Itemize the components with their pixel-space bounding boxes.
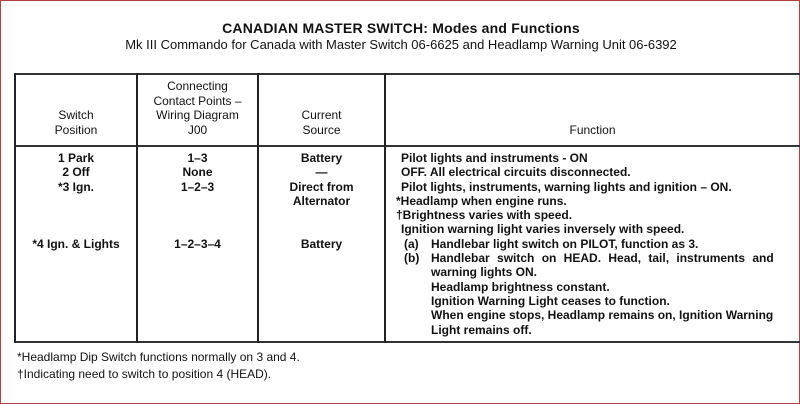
header-contact-points [138,79,257,137]
function-line: *Headlamp when engine runs. [396,193,567,208]
contact-points: None [182,165,213,180]
header-line: Current [301,108,342,122]
current-source: Battery [300,151,343,165]
footnote: *Headlamp Dip Switch functions normally on 3 and 4. [17,350,300,364]
table-bottom-border [14,341,800,343]
item-marker: (a) [404,236,419,251]
document-subtitle: Mk III Commando for Canada with Master Switch 06-6625 and Headlamp Warning Unit 06-6392 [125,37,677,52]
function-line: Handlebar light switch on PILOT, function as 3. [431,236,699,251]
current-source-cell [259,151,384,208]
header-line: Position [54,122,98,137]
header-divider [14,145,800,147]
function-line: Handlebar switch on HEAD. Head, tail, instruments and [431,251,774,266]
current-source: Alternator [292,193,351,208]
header-switch-position [16,108,136,137]
contact-points: 1–3 [187,151,208,165]
header-line: Connecting [167,79,228,93]
header-line: J00 [187,122,208,137]
function-line: Ignition Warning Light ceases to function. [431,293,670,308]
function-line: Light remains off. [431,322,532,337]
document-title: CANADIAN MASTER SWITCH: Modes and Functions [222,20,580,36]
header-line: Source [302,122,341,137]
column-divider [384,73,386,343]
function-line: Pilot lights, instruments, warning lights and ignition – ON. [401,179,732,194]
function-line: Ignition warning light varies inversely with speed. [401,222,685,237]
switch-position: *3 Ign. [57,179,94,194]
header-function: Function [569,123,616,137]
contact-points: 1–2–3–4 [174,237,221,251]
function-line: Headlamp brightness constant. [431,279,610,294]
switch-position: *4 Ign. & Lights [32,237,120,251]
header-line: Wiring Diagram [156,108,239,122]
current-source: Battery [300,237,343,251]
switch-position: 2 Off [62,165,90,180]
switch-position: 1 Park [57,151,95,165]
current-source: — [315,165,328,180]
footnotes [17,349,300,383]
function-line: When engine stops, Headlamp remains on, Ignition Warning [431,308,774,323]
header-current-source [259,108,384,137]
header-line: Contact Points – [153,93,242,108]
function-line: OFF. All electrical circuits disconnected. [401,165,631,180]
switch-position-cell [16,151,136,194]
footnote: †Indicating need to switch to position 4 (HEAD). [17,367,272,381]
function-line: Pilot lights and instruments - ON [401,151,588,165]
table-top-border [14,73,800,75]
function-line: warning lights ON. [431,265,538,280]
current-source: Direct from [289,179,354,194]
contact-points-cell [138,151,257,194]
function-line: †Brightness varies with speed. [396,208,573,223]
item-marker: (b) [404,251,420,266]
function-cell [396,151,774,337]
header-line: Switch [58,108,94,122]
contact-points: 1–2–3 [180,179,215,194]
